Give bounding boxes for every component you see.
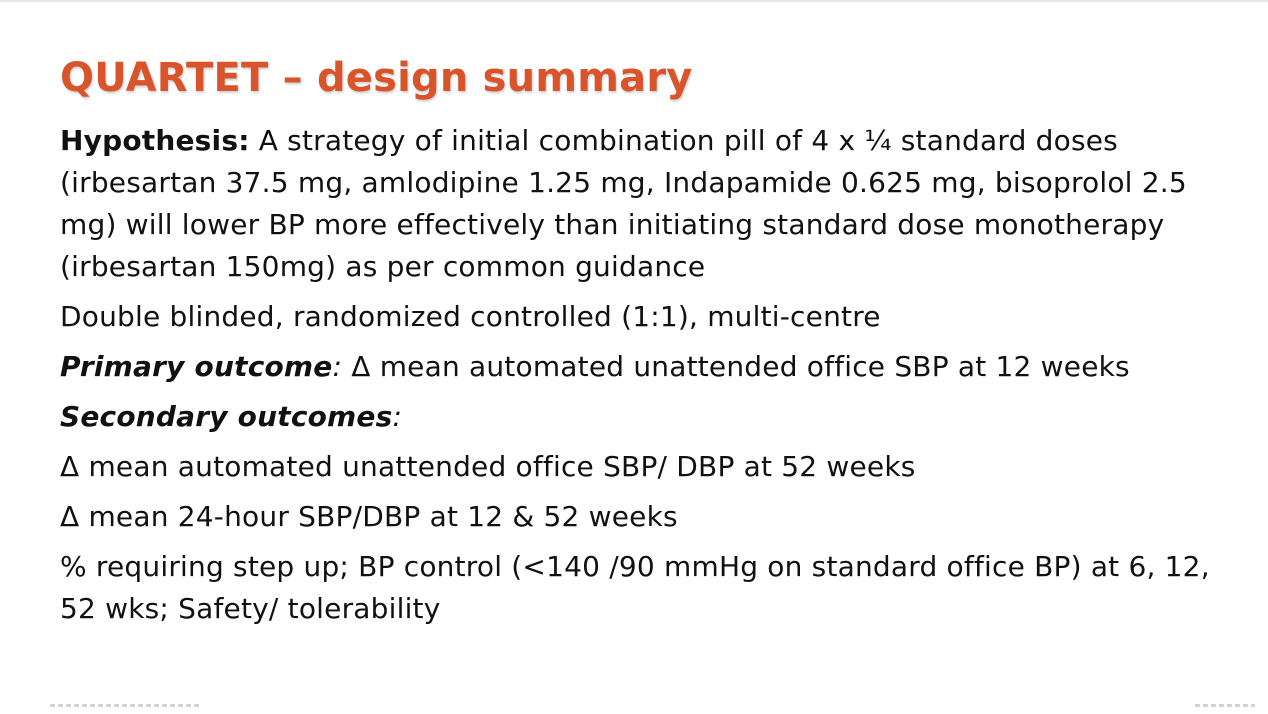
secondary-outcome-item: Δ mean 24-hour SBP/DBP at 12 & 52 weeks [60,500,678,533]
hypothesis-paragraph [60,120,1250,288]
footer-text-left [50,704,200,707]
secondary-outcomes-label: Secondary outcomes [60,400,393,433]
design-paragraph: Double blinded, randomized controlled (1:1), multi-centre [60,300,881,333]
secondary-outcome-item: % requiring step up; BP control (<140 /90 mmHg on standard office BP) at 6, 12, 52 wks; Safety/ tolerability [60,550,1210,625]
secondary-outcomes-heading [60,396,1250,438]
slide-body [60,120,1250,638]
footer-page-number [1195,704,1255,707]
hypothesis-text: A strategy of initial combination pill of 4 x ¼ standard doses (irbesartan 37.5 mg, amlodipine 1.25 mg, Indapamide 0.625 mg, bisoprolol 2.5 mg) will lower BP more effectively than initiating standard dose monotherapy (irbesartan 150mg) as per common guidance [60,124,1187,283]
secondary-outcomes-colon: : [392,400,403,433]
primary-outcome-text: Δ mean automated unattended office SBP at 12 weeks [342,350,1130,383]
primary-outcome-paragraph [60,346,1250,388]
hypothesis-label: Hypothesis: [60,124,250,157]
secondary-outcome-item: Δ mean automated unattended office SBP/ DBP at 52 weeks [60,450,916,483]
top-border [0,0,1268,2]
primary-outcome-colon: : [332,350,343,383]
slide-title: QUARTET – design summary [60,55,693,101]
primary-outcome-label: Primary outcome [60,350,333,383]
